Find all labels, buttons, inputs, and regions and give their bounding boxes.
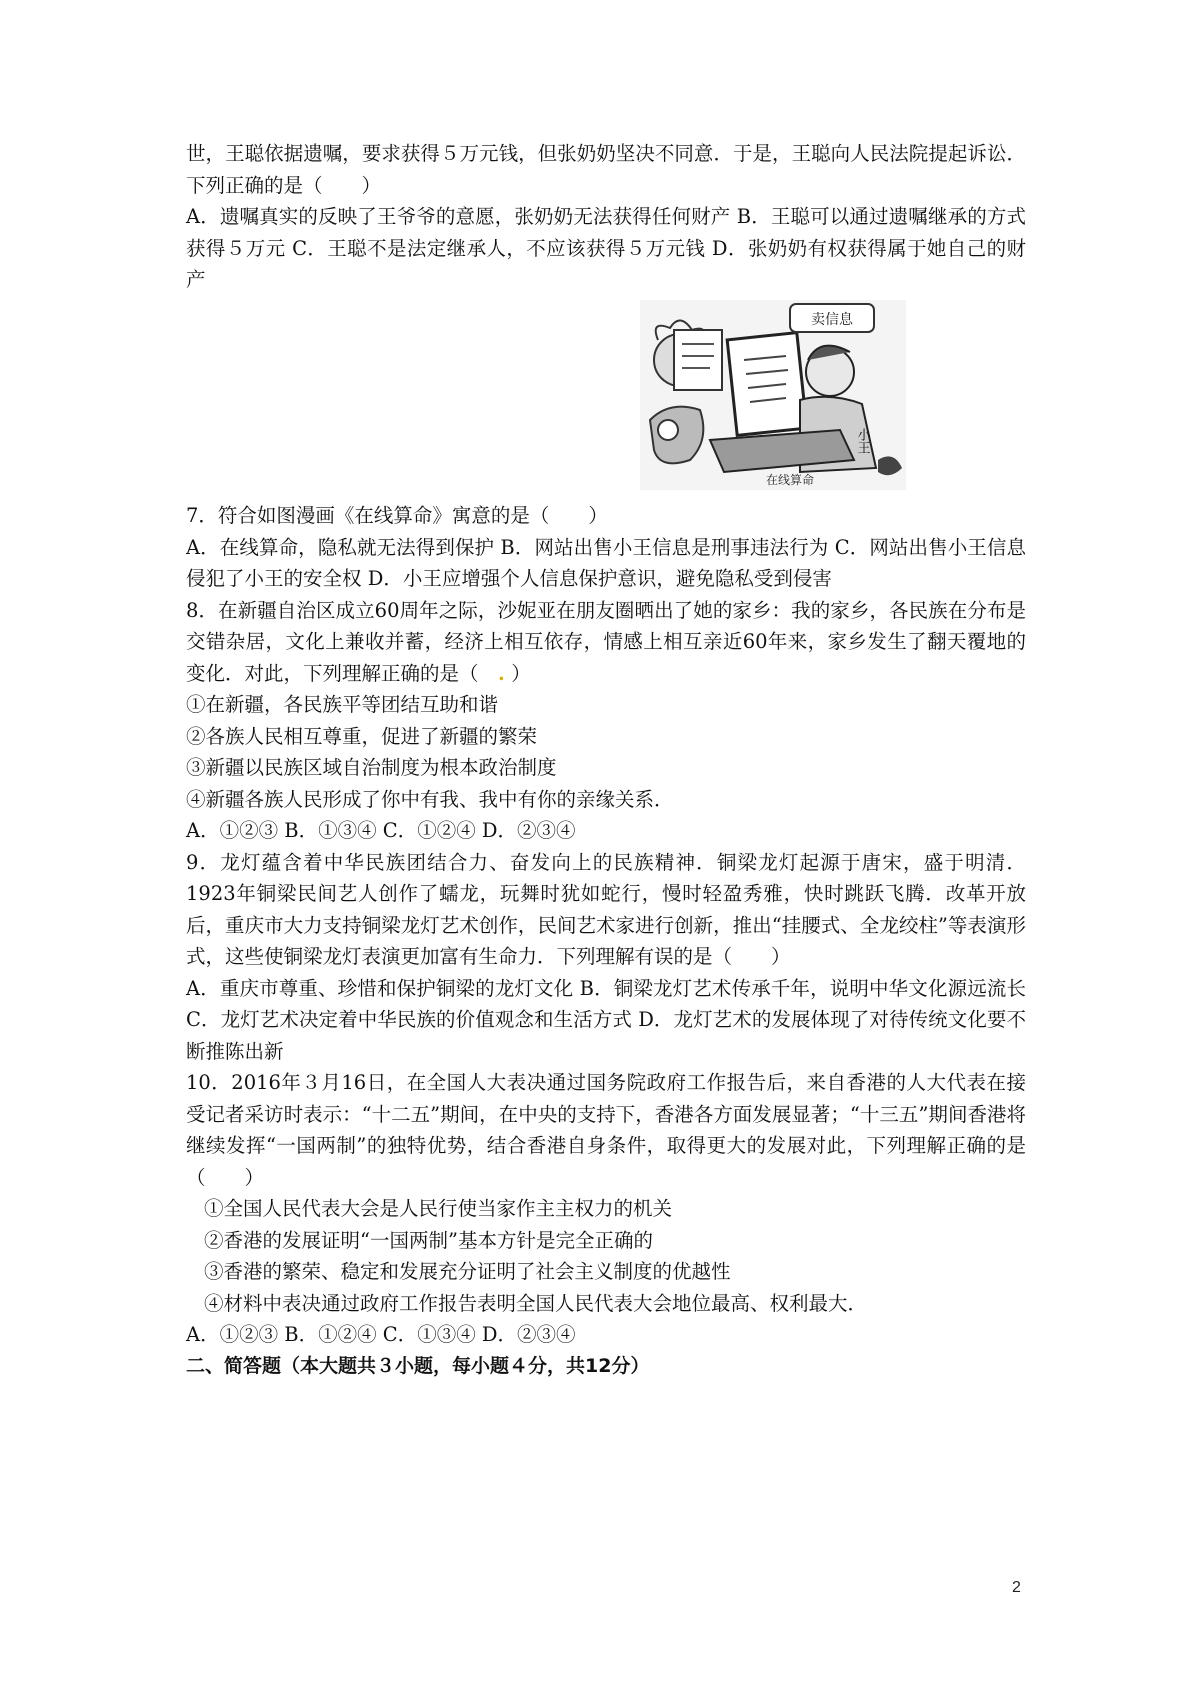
mark-dot: . bbox=[498, 661, 505, 685]
question-7-stem: 7．符合如图漫画《在线算命》寓意的是（ ） bbox=[186, 504, 608, 527]
question-8-options: A．①②③ B．①③④ C．①②④ D．②③④ bbox=[186, 819, 576, 842]
page-number: 2 bbox=[1012, 1579, 1021, 1596]
question-6-options: A．遗嘱真实的反映了王爷爷的意愿，张奶奶无法获得任何财产 B．王聪可以通过遗嘱继承的方式获得５万元 C．王聪不是法定继承人，不应该获得５万元钱 D．张奶奶有权获得属于她自己的财产 bbox=[186, 205, 1026, 291]
question-8-item-2: ②各族人民相互尊重，促进了新疆的繁荣 bbox=[186, 724, 538, 748]
question-9-options: A．重庆市尊重、珍惜和保护铜梁的龙灯文化 B．铜梁龙灯艺术传承千年，说明中华文化源远流长 C．龙灯艺术决定着中华民族的价值观念和生活方式 D．龙灯艺术的发展体现了对待传统文化要不断推陈出新 bbox=[186, 976, 1026, 1063]
question-8-item-4: ④新疆各族人民形成了你中有我、我中有你的亲缘关系． bbox=[186, 787, 674, 811]
question-10-options: A．①②③ B．①②④ C．①③④ D．②③④ bbox=[186, 1323, 576, 1346]
question-8-stem-end: ） bbox=[511, 661, 531, 685]
question-10-item-4: ④材料中表决通过政府工作报告表明全国人民代表大会地位最高、权利最大． bbox=[204, 1291, 868, 1315]
question-8-item-3: ③新疆以民族区域自治制度为根本政治制度 bbox=[186, 756, 557, 779]
document-page bbox=[186, 138, 1026, 1382]
cartoon-caption: 在线算命 bbox=[765, 472, 815, 487]
question-7-block bbox=[186, 296, 1026, 532]
cartoon-sign-text: 卖信息 bbox=[811, 311, 853, 328]
cartoon-online-fortune-telling bbox=[640, 300, 906, 490]
question-8-item-1: ①在新疆，各民族平等团结互助和谐 bbox=[186, 693, 499, 716]
question-10-item-3: ③香港的繁荣、稳定和发展充分证明了社会主义制度的优越性 bbox=[204, 1260, 731, 1283]
question-10-item-2: ②香港的发展证明“一国两制”基本方针是完全正确的 bbox=[204, 1228, 653, 1252]
cartoon-name-text: 小王 bbox=[854, 427, 870, 454]
question-9-stem: 9．龙灯蕴含着中华民族团结合力、奋发向上的民族精神．铜梁龙灯起源于唐宋，盛于明清．1923年铜梁民间艺人创作了蠕龙，玩舞时犹如蛇行，慢时轻盈秀雅，快时跳跃飞腾．改革开放后，重庆市大力支持铜梁龙灯艺术创作，民间艺术家进行创新，推出“挂腰式、全龙绞柱”等表演形式，这些使铜梁龙灯表演更加富有生命力．下列理解有误的是（ ） bbox=[186, 850, 1026, 968]
question-10-stem: 10．2016年３月16日，在全国人大表决通过国务院政府工作报告后，来自香港的人大代表在接受记者采访时表示：“十二五”期间，在中央的支持下，香港各方面发展显著；“十三五”期间香港将继续发挥“一国两制”的独特优势，结合香港自身条件，取得更大的发展对此，下列理解正确的是（ ） bbox=[186, 1071, 1026, 1189]
question-8-stem-text: 8．在新疆自治区成立60周年之际，沙妮亚在朋友圈晒出了她的家乡：我的家乡，各民族在分布是交错杂居，文化上兼收并蓄，经济上相互依存，情感上相互亲近60年来，家乡发生了翻天覆地的变化．对此，下列理解正确的是（ bbox=[186, 598, 1026, 685]
question-6-stem: 世，王聪依据遗嘱，要求获得５万元钱，但张奶奶坚决不同意．于是，王聪向人民法院提起诉讼．下列正确的是（ ） bbox=[186, 142, 1026, 197]
question-10-item-1: ①全国人民代表大会是人民行使当家作主主权力的机关 bbox=[204, 1197, 673, 1220]
section-2-heading: 二、简答题（本大题共３小题，每小题４分，共12分） bbox=[186, 1354, 650, 1377]
question-8-stem bbox=[186, 595, 1026, 690]
question-7-options: A．在线算命，隐私就无法得到保护 B．网站出售小王信息是刑事违法行为 C．网站出售小王信息侵犯了小王的安全权 D．小王应增强个人信息保护意识，避免隐私受到侵害 bbox=[186, 535, 1026, 590]
